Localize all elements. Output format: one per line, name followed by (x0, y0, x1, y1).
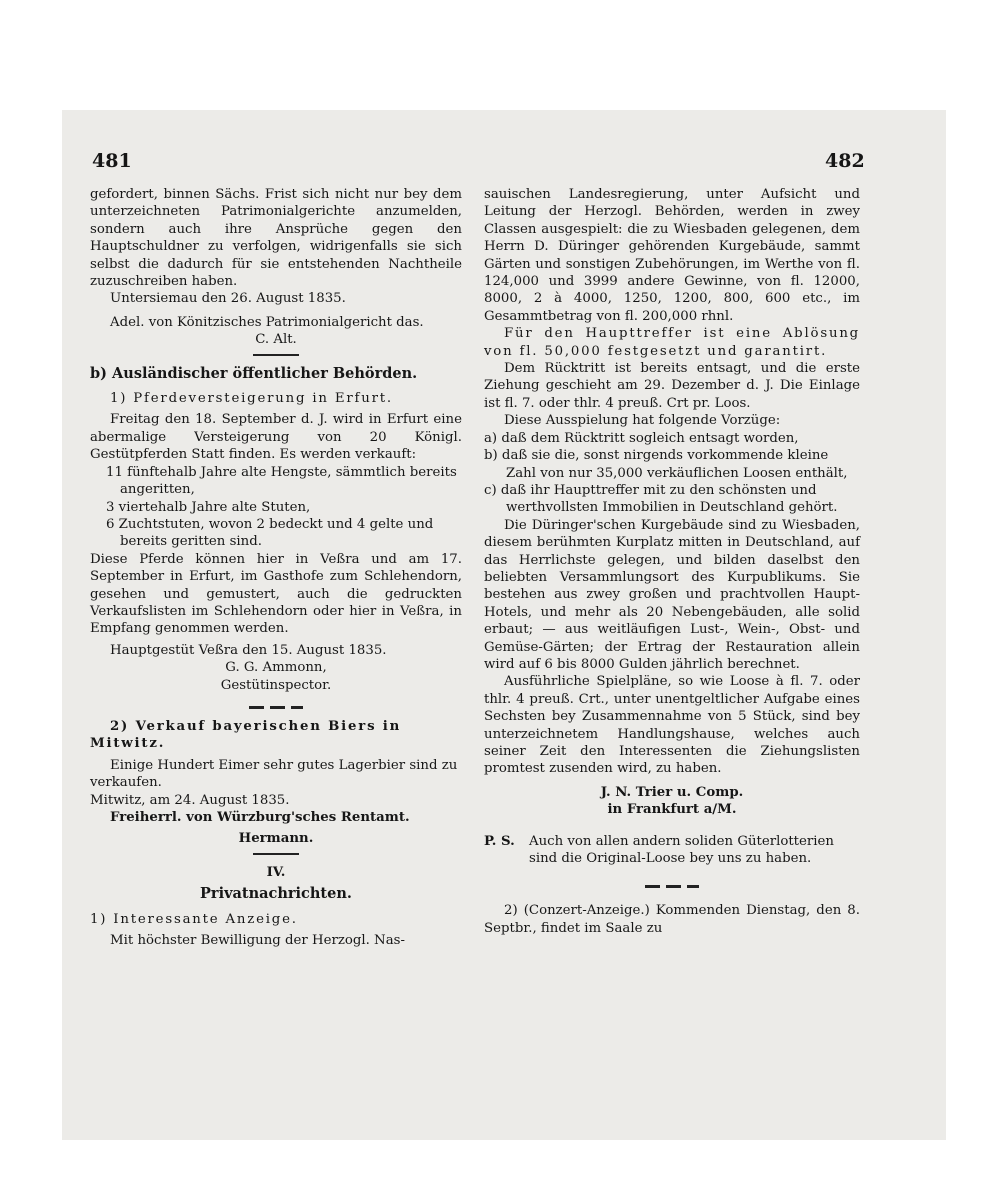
item1-signer: G. G. Ammonn, (225, 660, 327, 676)
separator-rule (249, 706, 303, 709)
item1-title: 1) Pferdeversteigerung in Erfurt. (110, 391, 393, 407)
item1-place-date: Hauptgestüt Veßra den 15. August 1835. (110, 642, 387, 658)
item1-signer-title: Gestütinspector. (220, 677, 332, 693)
page-number-right: 482 (825, 150, 865, 172)
item2-text: Einige Hundert Eimer sehr gutes Lagerbier sind zu verkaufen. (90, 757, 458, 791)
section-iv-title: Privatnachrichten. (200, 885, 352, 903)
advantage-item: a) daß dem Rücktritt sogleich entsagt worden, (484, 430, 799, 446)
item2-title: 2) Verkauf bayerischen Biers in Mitwitz. (90, 718, 402, 752)
intro-court: Adel. von Könitzisches Patrimonialgericht das. (110, 314, 424, 330)
advantage-item: b) daß sie die, sonst nirgends vorkommende kleine Zahl von nur 35,000 verkäuflichen Loosen enthält, (484, 448, 848, 481)
intro-paragraph: gefordert, binnen Sächs. Frist sich nicht nur bey dem unterzeichneten Patrimonialgerichte anzumelden, sondern auch ihre Ansprüche gegen den Hauptschuldner zu verfolgen, widrigenfalls sie sich selbst die dadurch für sie entstehenden Nachtheile zuzuschreiben haben. (90, 187, 462, 290)
separator-rule (253, 354, 299, 356)
lottery-text-1: sauischen Landesregierung, unter Aufsicht und Leitung der Herzogl. Behörden, werden in zwey Classen ausgespielt: die zu Wiesbaden gelegenen, dem Herrn D. Düringer gehörenden Kurgebäude, sammt Gärten und sonstigen Zubehörungen, im Werthe von fl. 124,000 und 3999 andere Gewinne, von fl. 12000, 8000, 2 à 4000, 1250, 1200, 800, 600 etc., im Gesammtbetrag von fl. 200,000 rhnl. (484, 187, 860, 324)
ps-label: P. S. (484, 833, 515, 849)
intro-place-date: Untersiemau den 26. August 1835. (110, 291, 346, 307)
intro-signer: C. Alt. (255, 332, 297, 348)
right-column (484, 186, 860, 937)
separator-rule (645, 885, 699, 888)
section-iv-number: IV. (266, 864, 286, 880)
item2-office: Freiherrl. von Würzburg'sches Rentamt. (110, 810, 410, 825)
separator-rule (253, 853, 299, 855)
lottery-signer: J. N. Trier u. Comp. (600, 784, 744, 800)
item1-list-item: 3 viertehalb Jahre alte Stuten, (106, 499, 311, 515)
advantage-item: c) daß ihr Haupttreffer mit zu den schönsten und werthvollsten Immobilien in Deutschland gehört. (484, 482, 838, 516)
item2-signer: Hermann. (238, 831, 314, 847)
item1-list-item: 6 Zuchtstuten, wovon 2 bedeckt und 4 gelte und bereits geritten sind. (106, 516, 434, 550)
left-column (90, 186, 462, 949)
item1-text2: Diese Pferde können hier in Veßra und am 17. September in Erfurt, im Gasthofe zum Schlehendorn, gesehen und gemustert, auch die gedruckten Verkaufslisten im Schlehendorn oder hier in Veßra, in Empfang genommen werden. (90, 551, 462, 637)
item1-list-item: 11 fünftehalb Jahre alte Hengste, sämmtlich bereits angeritten, (106, 464, 457, 498)
private-item2-text: 2) (Conzert-Anzeige.) Kommenden Dienstag, den 8. Septbr., findet im Saale zu (484, 903, 860, 936)
item1-text: Freitag den 18. September d. J. wird in Erfurt eine abermalige Versteigerung von 20 Königl. Gestütpferden Statt finden. Es werden verkauft: (90, 412, 462, 463)
page-number-left: 481 (92, 150, 132, 172)
ps-text: Auch von allen andern soliden Güterlotterien sind die Original-Loose bey uns zu haben. (529, 833, 834, 867)
item2-place-date: Mitwitz, am 24. August 1835. (90, 792, 290, 808)
private-item1-start: Mit höchster Bewilligung der Herzogl. Nas- (110, 933, 405, 949)
lottery-text-2: Für den Haupttreffer ist eine Ablösung von fl. 50,000 festgesetzt und garantirt. (484, 326, 860, 359)
lottery-text-5: Die Düringer'schen Kurgebäude sind zu Wiesbaden, diesem berühmten Kurplatz mitten in Deutschland, auf das Herrlichste gelegen, und bilden daselbst den beliebten Versammlungsort des Kurpublikums. Sie bestehen aus zwey großen und prachtvollen Haupt-Hotels, und mehr als 20 Nebengebäuden, alle solid erbaut; — aus weitläufigen Lust-, Wein-, Obst- und Gemüse-Gärten; der Ertrag der Restauration allein wird auf 6 bis 8000 Gulden jährlich berechnet. (484, 517, 860, 672)
lottery-text-3: Dem Rücktritt ist bereits entsagt, und die erste Ziehung geschieht am 29. Dezember d. J. Die Einlage ist fl. 7. oder thlr. 4 preuß. Crt pr. Loos. (484, 361, 860, 411)
ps-block (484, 833, 860, 868)
private-item1-title: 1) Interessante Anzeige. (90, 911, 298, 927)
spacer (90, 382, 462, 390)
section-b-heading: b) Ausländischer öffentlicher Behörden. (90, 364, 418, 382)
lottery-text-4: Diese Ausspielung hat folgende Vorzüge: (504, 413, 781, 429)
lottery-text-6: Ausführliche Spielpläne, so wie Loose à fl. 7. oder thlr. 4 preuß. Crt., unter unentgeltlicher Aufgabe eines Sechsten bey Zusammennahme von 5 Stück, sind bey unterzeichnetem Handlungshause, welches auch seiner Zeit den Interessenten die Ziehungslisten promtest zusenden wird, zu haben. (484, 674, 860, 777)
lottery-signer-place: in Frankfurt a/M. (607, 802, 737, 818)
